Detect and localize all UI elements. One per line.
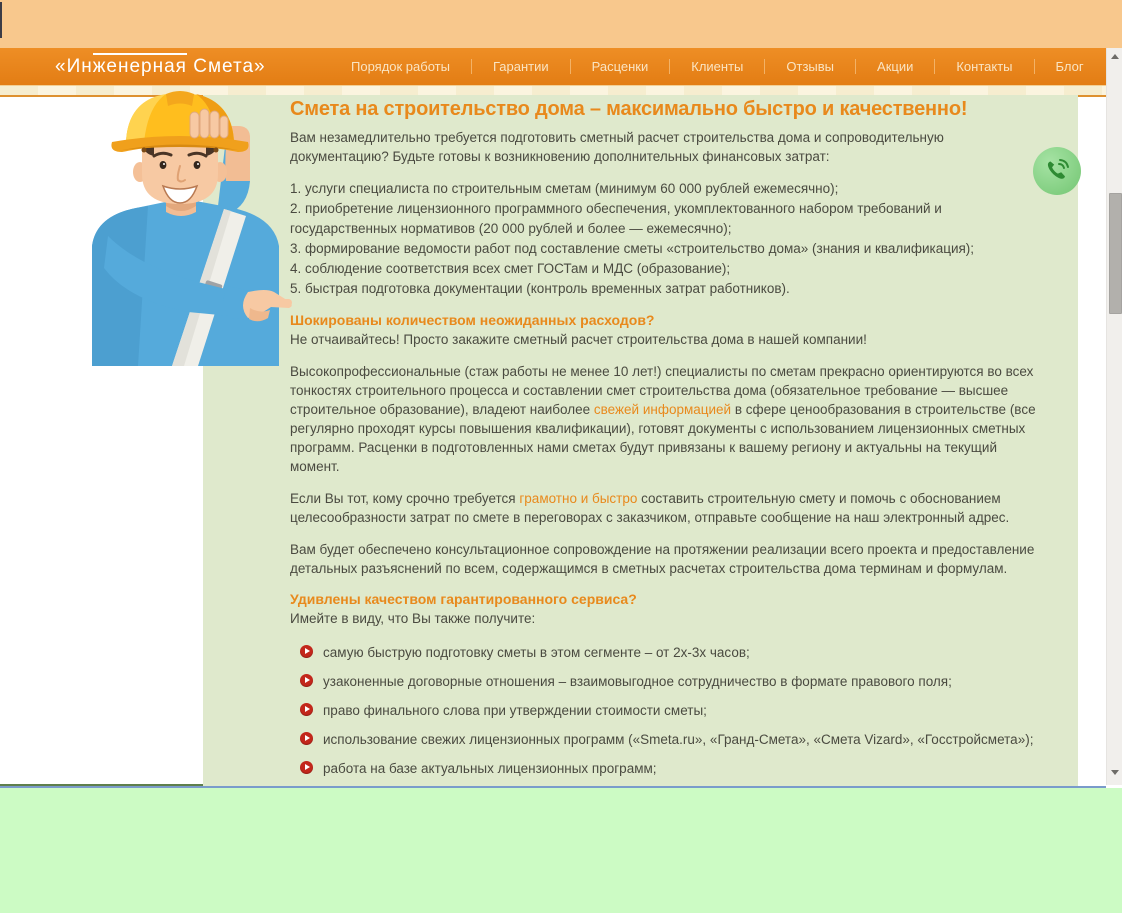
phone-call-icon xyxy=(1042,156,1072,186)
nav-menu xyxy=(330,48,1105,85)
site-logo[interactable] xyxy=(55,56,266,78)
arrow-circle-icon xyxy=(300,761,313,774)
page-title: Смета на строительство дома – максимально быстро и качественно! xyxy=(290,98,968,120)
professionals-paragraph xyxy=(290,362,1037,476)
article xyxy=(290,96,1037,846)
construction-worker-image xyxy=(78,86,293,366)
scroll-down-arrow-icon[interactable] xyxy=(1111,770,1119,775)
nav-item-blog[interactable]: Блог xyxy=(1055,59,1084,74)
nav-item-garantii[interactable]: Гарантии xyxy=(492,59,549,74)
benefit-text: работа на базе актуальных лицензионных программ; xyxy=(323,761,657,776)
logo-text-overlined: женерная xyxy=(93,53,187,77)
intro-paragraph: Вам незамедлительно требуется подготовить сметный расчет строительства дома и сопроводительную документацию? Будьте готовы к возникновению дополнительных финансовых затрат: xyxy=(290,130,944,164)
arrow-circle-icon xyxy=(300,645,313,658)
top-band xyxy=(0,0,1122,48)
paragraph-text: Если Вы тот, кому срочно требуется xyxy=(290,491,520,506)
benefit-text: право финального слова при утверждении стоимости сметы; xyxy=(323,703,707,718)
arrow-circle-icon xyxy=(300,732,313,745)
numbered-item: 1. услуги специалиста по строительным сметам (минимум 60 000 рублей ежемесячно); xyxy=(290,181,839,196)
nav-item-kontakty[interactable]: Контакты xyxy=(956,59,1013,74)
consulting-paragraph: Вам будет обеспечено консультационное сопровождение на протяжении реализации всего проекта и предоставление детальных разъяснений по всем, содержащимся в сметных расчетах строительства дома терминам и формулам. xyxy=(290,542,1035,576)
benefit-item xyxy=(300,672,1037,691)
numbered-item: 4. соблюдение соответствия всех смет ГОСТам и МДС (образование); xyxy=(290,261,731,276)
vertical-scrollbar[interactable] xyxy=(1106,48,1122,785)
fresh-info-link[interactable]: свежей информацией xyxy=(593,402,732,417)
logo-text-suffix: Смета» xyxy=(186,56,266,77)
nav-item-otzyvy[interactable]: Отзывы xyxy=(786,59,835,74)
window-corner-artifact xyxy=(0,2,2,38)
benefit-text: самую быструю подготовку сметы в этом сегменте – от 2х-3х часов; xyxy=(323,645,750,660)
paragraph-text: составить строительную смету и помочь с обоснованием целесообразности затрат по смете в переговорах с заказчиком, отправьте сообщение на наш электронный адрес. xyxy=(290,491,1010,525)
arrow-circle-icon xyxy=(300,674,313,687)
urgent-paragraph xyxy=(290,489,1037,527)
section-heading-shocked: Шокированы количеством неожиданных расходов? xyxy=(290,312,655,328)
scrollbar-thumb[interactable] xyxy=(1109,193,1122,314)
nav-item-poryadok-raboty[interactable]: Порядок работы xyxy=(351,59,450,74)
paragraph-text: Высокопрофессиональные (стаж работы не менее 10 лет!) специалисты по сметам прекрасно ориентируются во всех тонкостях строительного процесса и составлении смет строительства дома (обязательное требование — высшее строительное образование), владеют наиболее xyxy=(290,364,1034,417)
numbered-item: 5. быстрая подготовка документации (контроль временных затрат работников). xyxy=(290,281,790,296)
footer-band xyxy=(0,788,1122,913)
section-intro-service: Имейте в виду, что Вы также получите: xyxy=(290,611,536,626)
nav-item-akcii[interactable]: Акции xyxy=(877,59,914,74)
benefit-item xyxy=(300,759,1037,778)
benefit-text: использование свежих лицензионных программ («Smeta.ru», «Гранд-Смета», «Смета Vizard», «Госстройсмета»); xyxy=(323,732,1034,747)
nav-item-rascenki[interactable]: Расценки xyxy=(591,59,649,74)
section-text-shocked: Не отчаивайтесь! Просто закажите сметный расчет строительства дома в нашей компании! xyxy=(290,332,867,347)
benefit-text: узаконенные договорные отношения – взаимовыгодное сотрудничество в формате правового поля; xyxy=(323,674,952,689)
content-panel xyxy=(203,95,1078,788)
benefit-item xyxy=(300,643,1037,662)
section-heading-service: Удивлены качеством гарантированного сервиса? xyxy=(290,591,637,607)
competent-fast-link[interactable]: грамотно и быстро xyxy=(519,491,638,506)
phone-call-button[interactable] xyxy=(1033,147,1081,195)
numbered-item: 2. приобретение лицензионного программного обеспечения, укомплектованного набором требований и государственных нормативов (20 000 рублей и более — ежемесячно); xyxy=(290,201,942,236)
main-navbar xyxy=(0,48,1106,85)
numbered-item: 3. формирование ведомости работ под составление сметы «строительство дома» (знания и квалификация); xyxy=(290,241,975,256)
benefit-item xyxy=(300,730,1037,749)
nav-item-klienty[interactable]: Клиенты xyxy=(691,59,744,74)
costs-numbered-list xyxy=(290,179,1037,299)
scroll-up-arrow-icon[interactable] xyxy=(1111,54,1119,59)
arrow-circle-icon xyxy=(300,703,313,716)
logo-text-prefix: «Ин xyxy=(55,56,93,77)
paragraph-text: в сфере ценообразования в строительстве (все регулярно проходят курсы повышения квалификации), готовят документы с использованием лицензионных сметных программ. Расценки в подготовленных нами сметах будут привязаны к вашему региону и актуальны на текущий момент. xyxy=(290,402,1036,474)
benefit-item xyxy=(300,701,1037,720)
